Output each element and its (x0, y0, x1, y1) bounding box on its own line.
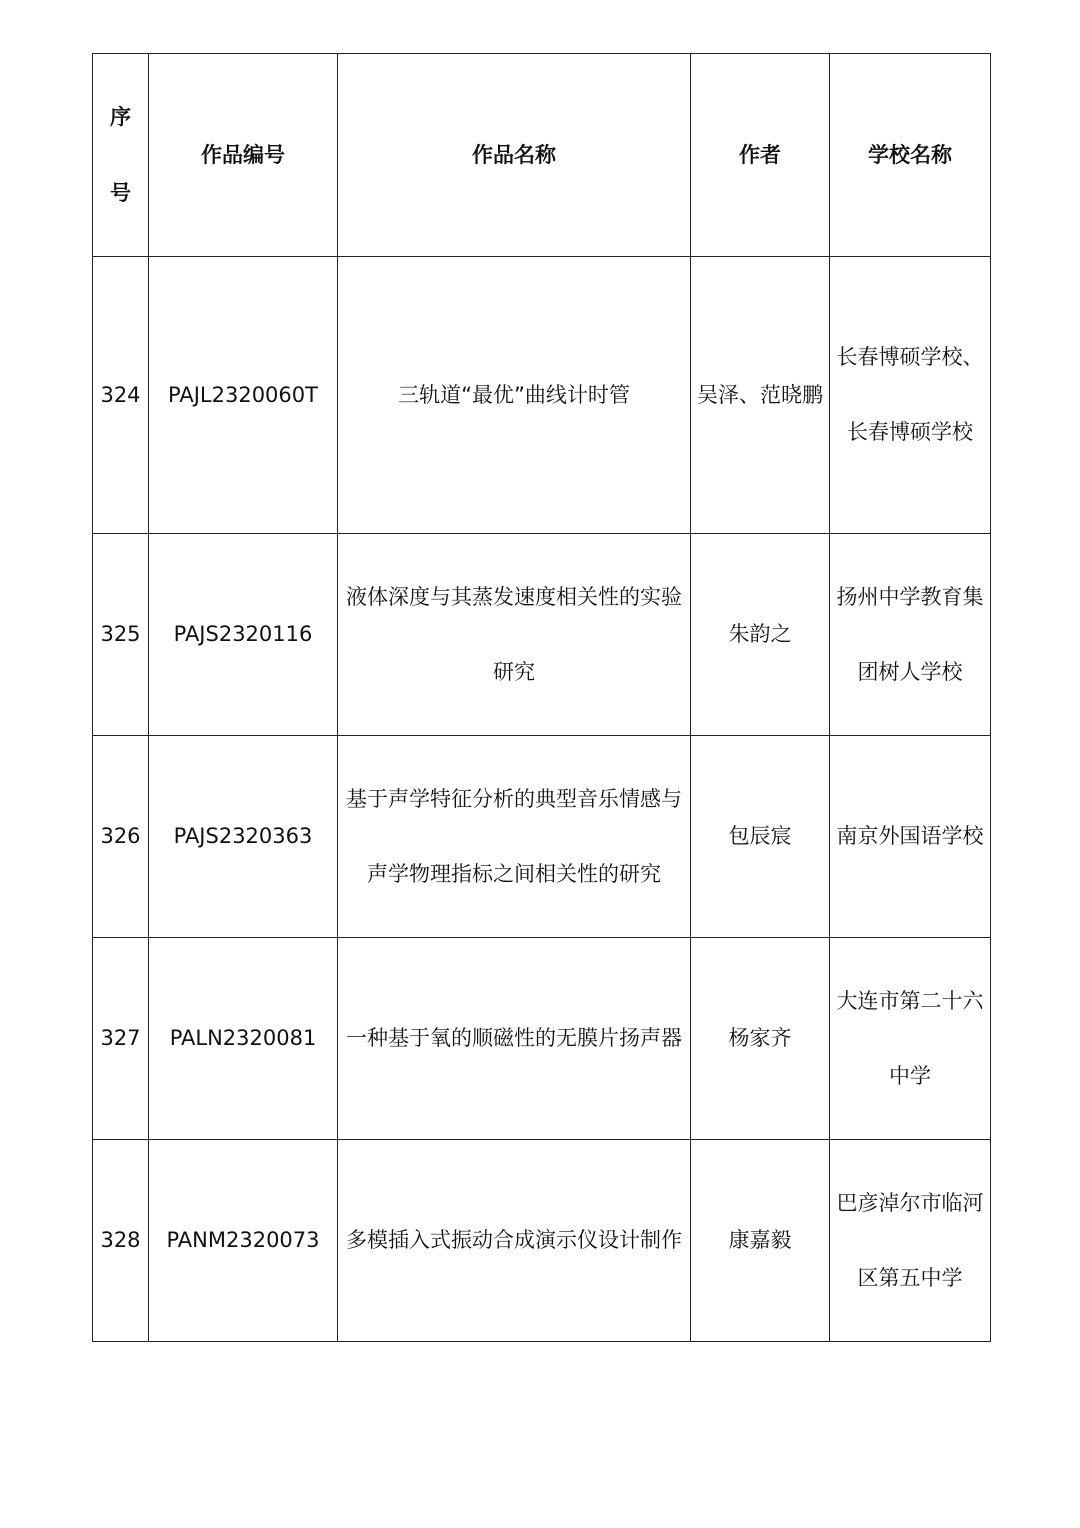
cell-school: 大连市第二十六中学 (830, 938, 991, 1140)
table-row (93, 257, 991, 534)
cell-school: 扬州中学教育集团树人学校 (830, 534, 991, 736)
cell-code: PALN2320081 (149, 938, 338, 1140)
cell-name: 多模插入式振动合成演示仪设计制作 (338, 1140, 691, 1342)
cell-name: 三轨道“最优”曲线计时管 (338, 257, 691, 534)
cell-seq: 324 (93, 257, 149, 534)
table-row (93, 534, 991, 736)
cell-author: 朱韵之 (691, 534, 830, 736)
table-row (93, 1140, 991, 1342)
cell-code: PAJS2320363 (149, 736, 338, 938)
table-row (93, 938, 991, 1140)
cell-author: 包辰宸 (691, 736, 830, 938)
header-row (93, 54, 991, 257)
header-school: 学校名称 (830, 54, 991, 257)
cell-seq: 325 (93, 534, 149, 736)
table-body (93, 257, 991, 1342)
cell-code: PAJS2320116 (149, 534, 338, 736)
cell-name: 液体深度与其蒸发速度相关性的实验研究 (338, 534, 691, 736)
cell-author: 杨家齐 (691, 938, 830, 1140)
cell-author: 吴泽、范晓鹏 (691, 257, 830, 534)
header-author: 作者 (691, 54, 830, 257)
cell-school: 南京外国语学校 (830, 736, 991, 938)
cell-author: 康嘉毅 (691, 1140, 830, 1342)
header-seq (93, 54, 149, 257)
cell-code: PAJL2320060T (149, 257, 338, 534)
cell-seq: 328 (93, 1140, 149, 1342)
cell-name: 基于声学特征分析的典型音乐情感与声学物理指标之间相关性的研究 (338, 736, 691, 938)
header-seq-line1: 序 (110, 105, 131, 129)
cell-school: 长春博硕学校、长春博硕学校 (830, 257, 991, 534)
table-header (93, 54, 991, 257)
cell-seq: 327 (93, 938, 149, 1140)
header-code: 作品编号 (149, 54, 338, 257)
table-row (93, 736, 991, 938)
header-name: 作品名称 (338, 54, 691, 257)
cell-seq: 326 (93, 736, 149, 938)
awards-table (92, 53, 991, 1342)
cell-name: 一种基于氧的顺磁性的无膜片扬声器 (338, 938, 691, 1140)
cell-code: PANM2320073 (149, 1140, 338, 1342)
cell-school: 巴彦淖尔市临河区第五中学 (830, 1140, 991, 1342)
header-seq-line2: 号 (110, 181, 131, 205)
